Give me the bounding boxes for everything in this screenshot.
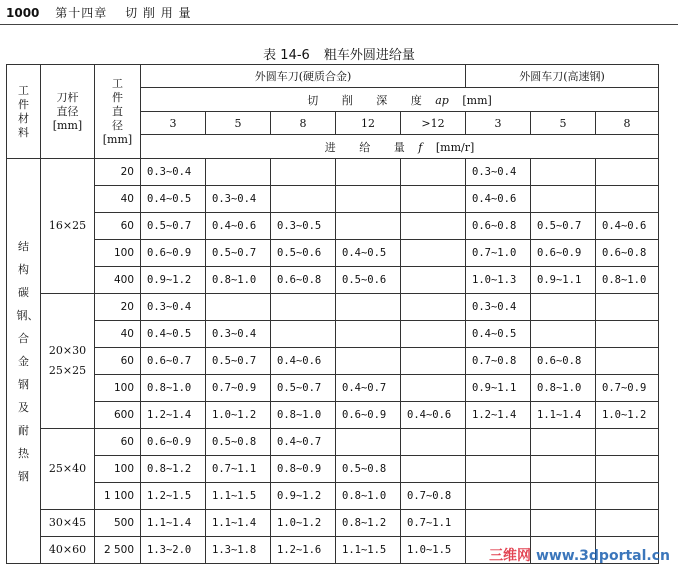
shank-size-cell: 16×25 <box>41 159 95 294</box>
table-number: 表 14-6 <box>263 48 310 63</box>
page-number: 1000 <box>6 6 40 20</box>
workpiece-diameter-cell: 100 <box>95 240 141 267</box>
feed-value-cell: 0.8~1.0 <box>206 267 271 294</box>
feed-value-cell: 0.7~0.8 <box>401 483 466 510</box>
workpiece-diameter-cell: 20 <box>95 159 141 186</box>
watermark-site: www.3dportal.cn <box>535 548 670 564</box>
feed-value-cell: 0.3~0.5 <box>271 213 336 240</box>
feed-value-cell: 0.4~0.5 <box>466 321 531 348</box>
feed-value-cell: 0.6~0.7 <box>141 348 206 375</box>
table-row <box>7 321 659 348</box>
feed-value-cell: 0.4~0.7 <box>271 429 336 456</box>
feed-value-cell <box>336 159 401 186</box>
feed-value-cell: 0.4~0.5 <box>336 240 401 267</box>
feed-value-cell <box>206 159 271 186</box>
feed-value-cell: 0.3~0.4 <box>206 186 271 213</box>
feed-value-cell: 1.0~1.5 <box>401 537 466 564</box>
feed-value-cell: 0.5~0.7 <box>141 213 206 240</box>
depth-cell: 12 <box>336 112 401 135</box>
depth-cell: 5 <box>206 112 271 135</box>
feed-value-cell: 0.4~0.6 <box>206 213 271 240</box>
feed-value-cell: 1.0~1.2 <box>271 510 336 537</box>
table-row <box>7 348 659 375</box>
carbide-header: 外圆车刀(硬质合金) <box>141 65 466 88</box>
feed-value-cell: 0.9~1.2 <box>141 267 206 294</box>
feed-value-cell: 1.1~1.4 <box>206 510 271 537</box>
feed-value-cell <box>596 321 659 348</box>
table-row <box>7 213 659 240</box>
feed-value-cell: 0.4~0.6 <box>401 402 466 429</box>
workpiece-diameter-cell: 40 <box>95 186 141 213</box>
feed-value-cell: 0.5~0.8 <box>336 456 401 483</box>
table-row <box>7 375 659 402</box>
table-body <box>7 65 659 564</box>
feed-value-cell <box>596 456 659 483</box>
shank-size-cell: 20×30 25×25 <box>41 294 95 429</box>
feed-header: 进 给 量 f [mm/r] <box>141 135 659 159</box>
header-rule <box>0 24 678 25</box>
shank-size-cell: 30×45 <box>41 510 95 537</box>
workpiece-diameter-cell: 2 500 <box>95 537 141 564</box>
depth-cell: 3 <box>466 112 531 135</box>
table-row <box>7 429 659 456</box>
shank-header: 刀杆 直径 [mm] <box>41 65 95 159</box>
feed-value-cell: 0.9~1.2 <box>271 483 336 510</box>
chapter-title: 切 削 用 量 <box>125 6 192 20</box>
feed-value-cell <box>271 294 336 321</box>
feed-value-cell: 0.8~1.0 <box>596 267 659 294</box>
feed-value-cell: 0.5~0.6 <box>336 267 401 294</box>
feed-value-cell <box>336 294 401 321</box>
workpiece-diameter-cell: 60 <box>95 429 141 456</box>
feed-value-cell <box>596 510 659 537</box>
feed-value-cell: 0.4~0.6 <box>596 213 659 240</box>
feed-value-cell: 1.3~1.8 <box>206 537 271 564</box>
material-cell: 结构碳钢、合金钢及耐热钢 <box>7 159 41 564</box>
feed-value-cell: 0.4~0.5 <box>141 186 206 213</box>
feed-value-cell <box>531 483 596 510</box>
feed-value-cell: 0.8~1.0 <box>141 375 206 402</box>
feed-value-cell: 0.4~0.6 <box>271 348 336 375</box>
feed-value-cell <box>401 159 466 186</box>
table-row <box>7 483 659 510</box>
feed-value-cell: 1.2~1.6 <box>271 537 336 564</box>
table-row <box>7 510 659 537</box>
feed-value-cell <box>531 186 596 213</box>
feed-value-cell <box>401 429 466 456</box>
feed-value-cell: 0.6~0.9 <box>141 240 206 267</box>
feed-value-cell <box>336 348 401 375</box>
feed-value-cell: 0.7~1.1 <box>206 456 271 483</box>
feed-value-cell <box>336 321 401 348</box>
page-header <box>6 4 192 21</box>
workpiece-diameter-cell: 100 <box>95 456 141 483</box>
feed-value-cell <box>466 429 531 456</box>
depth-cell: 8 <box>271 112 336 135</box>
feed-value-cell <box>466 456 531 483</box>
workpiece-diameter-cell: 400 <box>95 267 141 294</box>
table-row <box>7 240 659 267</box>
feed-value-cell <box>596 429 659 456</box>
workpiece-diameter-cell: 20 <box>95 294 141 321</box>
feed-value-cell: 0.8~1.0 <box>271 402 336 429</box>
feed-value-cell <box>531 456 596 483</box>
feed-value-cell: 0.4~0.6 <box>466 186 531 213</box>
feed-value-cell: 0.4~0.5 <box>141 321 206 348</box>
feed-value-cell <box>531 429 596 456</box>
feed-value-cell: 0.7~1.1 <box>401 510 466 537</box>
feed-value-cell: 1.2~1.5 <box>141 483 206 510</box>
feed-value-cell <box>596 348 659 375</box>
feed-value-cell: 1.0~1.2 <box>206 402 271 429</box>
feed-value-cell: 0.6~0.8 <box>531 348 596 375</box>
feed-rate-table <box>6 64 659 564</box>
watermark-cn: 三维网 <box>489 548 532 564</box>
table-row <box>7 159 659 186</box>
feed-value-cell: 0.9~1.1 <box>531 267 596 294</box>
feed-value-cell: 1.0~1.2 <box>596 402 659 429</box>
feed-value-cell: 0.4~0.7 <box>336 375 401 402</box>
feed-value-cell <box>271 321 336 348</box>
feed-value-cell: 0.7~0.8 <box>466 348 531 375</box>
feed-value-cell: 0.6~0.9 <box>141 429 206 456</box>
table-row <box>7 456 659 483</box>
workpiece-diameter-cell: 600 <box>95 402 141 429</box>
material-header: 工件材料 <box>7 65 41 159</box>
feed-value-cell: 0.6~0.9 <box>531 240 596 267</box>
feed-value-cell <box>401 294 466 321</box>
feed-value-cell: 1.2~1.4 <box>466 402 531 429</box>
feed-value-cell <box>466 510 531 537</box>
table-row <box>7 267 659 294</box>
feed-value-cell: 1.1~1.4 <box>141 510 206 537</box>
feed-value-cell <box>401 348 466 375</box>
feed-value-cell <box>401 213 466 240</box>
feed-value-cell: 0.7~1.0 <box>466 240 531 267</box>
depth-cell: 8 <box>596 112 659 135</box>
depth-cell: 3 <box>141 112 206 135</box>
workpiece-diameter-cell: 60 <box>95 213 141 240</box>
feed-value-cell <box>531 510 596 537</box>
workpiece-diameter-cell: 40 <box>95 321 141 348</box>
feed-value-cell: 0.3~0.4 <box>466 294 531 321</box>
feed-value-cell: 0.8~1.2 <box>336 510 401 537</box>
feed-value-cell: 0.6~0.8 <box>596 240 659 267</box>
feed-value-cell <box>401 267 466 294</box>
feed-value-cell: 0.6~0.8 <box>466 213 531 240</box>
shank-size-cell: 25×40 <box>41 429 95 510</box>
feed-value-cell: 0.3~0.4 <box>466 159 531 186</box>
feed-value-cell: 1.0~1.3 <box>466 267 531 294</box>
feed-value-cell <box>401 321 466 348</box>
workpiece-diameter-cell: 500 <box>95 510 141 537</box>
table-title <box>0 44 678 63</box>
feed-value-cell: 0.8~1.0 <box>531 375 596 402</box>
feed-value-cell: 0.5~0.8 <box>206 429 271 456</box>
table-caption: 粗车外圆进给量 <box>323 48 415 63</box>
feed-value-cell <box>401 375 466 402</box>
feed-value-cell: 1.1~1.5 <box>336 537 401 564</box>
feed-value-cell: 0.9~1.1 <box>466 375 531 402</box>
feed-value-cell <box>531 321 596 348</box>
workpiece-diameter-cell: 100 <box>95 375 141 402</box>
depth-cell: 5 <box>531 112 596 135</box>
feed-value-cell: 0.8~0.9 <box>271 456 336 483</box>
feed-value-cell: 0.5~0.7 <box>531 213 596 240</box>
diameter-header: 工件 直径 [mm] <box>95 65 141 159</box>
feed-value-cell: 0.3~0.4 <box>141 294 206 321</box>
feed-value-cell: 0.8~1.2 <box>141 456 206 483</box>
depth-header: 切 削 深 度 ap [mm] <box>141 88 659 112</box>
feed-value-cell <box>531 159 596 186</box>
feed-value-cell: 0.6~0.8 <box>271 267 336 294</box>
feed-value-cell: 1.2~1.4 <box>141 402 206 429</box>
table-row <box>7 294 659 321</box>
table-row <box>7 402 659 429</box>
feed-value-cell: 0.5~0.7 <box>206 240 271 267</box>
watermark <box>489 545 670 565</box>
chapter-number: 第十四章 <box>55 6 108 20</box>
feed-value-cell <box>596 483 659 510</box>
feed-value-cell <box>336 186 401 213</box>
feed-value-cell: 0.5~0.6 <box>271 240 336 267</box>
shank-size-cell: 40×60 <box>41 537 95 564</box>
feed-value-cell: 0.8~1.0 <box>336 483 401 510</box>
feed-value-cell <box>466 483 531 510</box>
depth-cell: >12 <box>401 112 466 135</box>
workpiece-diameter-cell: 1 100 <box>95 483 141 510</box>
feed-value-cell <box>596 186 659 213</box>
feed-value-cell <box>336 213 401 240</box>
feed-value-cell: 0.3~0.4 <box>141 159 206 186</box>
feed-value-cell <box>531 294 596 321</box>
feed-value-cell <box>206 294 271 321</box>
feed-value-cell: 1.1~1.5 <box>206 483 271 510</box>
feed-value-cell <box>596 294 659 321</box>
feed-value-cell <box>401 456 466 483</box>
feed-value-cell: 0.3~0.4 <box>206 321 271 348</box>
feed-value-cell <box>271 186 336 213</box>
feed-value-cell: 0.5~0.7 <box>271 375 336 402</box>
hss-header: 外圆车刀(高速钢) <box>466 65 659 88</box>
feed-value-cell <box>401 186 466 213</box>
feed-value-cell: 0.7~0.9 <box>596 375 659 402</box>
feed-value-cell: 1.3~2.0 <box>141 537 206 564</box>
feed-value-cell <box>596 159 659 186</box>
table-row <box>7 186 659 213</box>
feed-value-cell: 1.1~1.4 <box>531 402 596 429</box>
feed-value-cell <box>271 159 336 186</box>
feed-value-cell: 0.7~0.9 <box>206 375 271 402</box>
feed-value-cell <box>336 429 401 456</box>
feed-value-cell: 0.6~0.9 <box>336 402 401 429</box>
feed-value-cell: 0.5~0.7 <box>206 348 271 375</box>
workpiece-diameter-cell: 60 <box>95 348 141 375</box>
feed-value-cell <box>401 240 466 267</box>
